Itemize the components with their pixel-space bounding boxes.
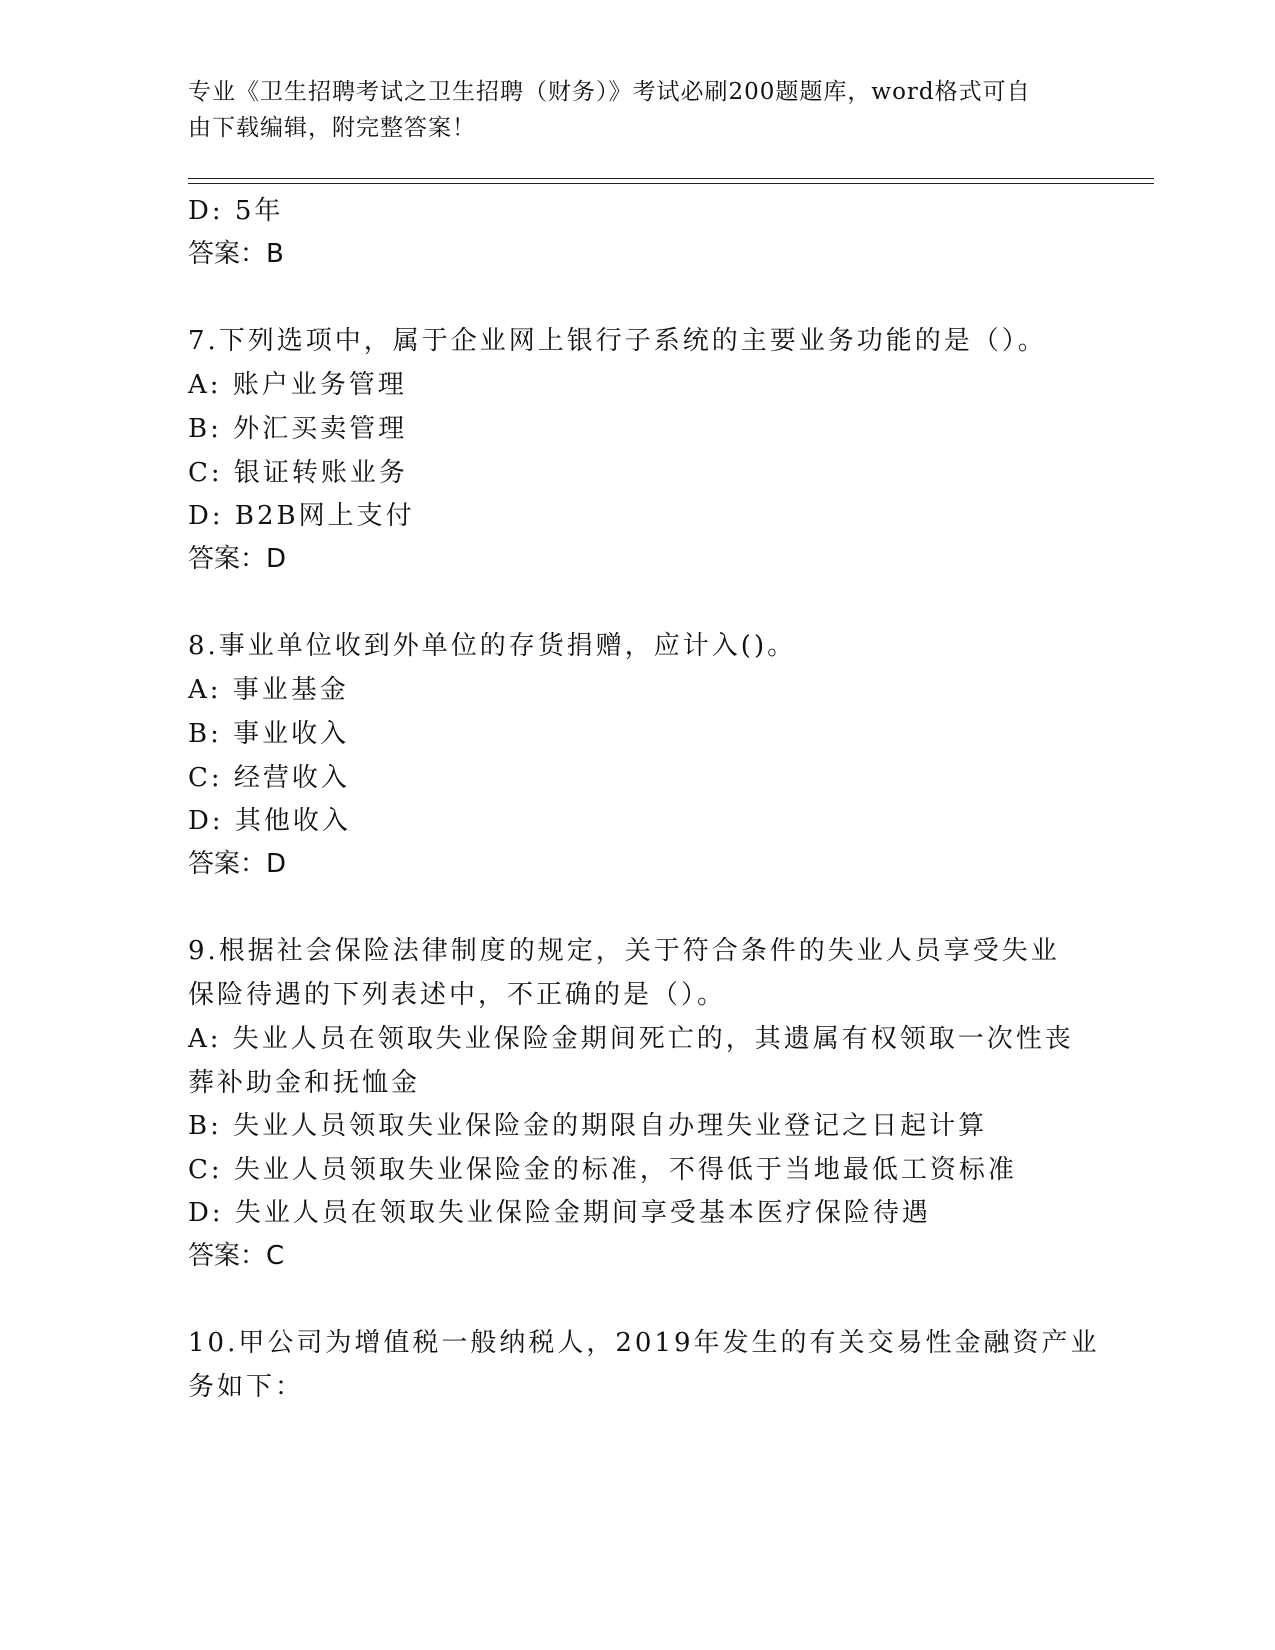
prev-answer: 答案：B (188, 239, 284, 269)
q7-option-d: D: B2B网上支付 (188, 501, 415, 531)
q9-question-line-2: 保险待遇的下列表述中，不正确的是（）。 (188, 980, 727, 1010)
q8-option-d: D: 其他收入 (188, 806, 351, 836)
q7-option-a: A: 账户业务管理 (188, 370, 407, 400)
q8-option-b: B: 事业收入 (188, 719, 350, 749)
q8-option-c: C: 经营收入 (188, 763, 350, 793)
q9-option-d: D: 失业人员在领取失业保险金期间享受基本医疗保险待遇 (188, 1198, 931, 1228)
q10-question-line-1: 10.甲公司为增值税一般纳税人，2019年发生的有关交易性金融资产业 (188, 1328, 1100, 1358)
q7-question: 7.下列选项中，属于企业网上银行子系统的主要业务功能的是（）。 (188, 326, 1047, 356)
q7-option-c: C: 银证转账业务 (188, 458, 408, 488)
q9-answer: 答案：C (188, 1241, 285, 1271)
header-divider-bottom (188, 183, 1154, 184)
page-header (188, 74, 1088, 146)
q9-question-line-1: 9.根据社会保险法律制度的规定，关于符合条件的失业人员享受失业 (188, 936, 1060, 966)
q10-question-line-2: 务如下： (188, 1372, 305, 1402)
prev-option-d: D: 5年 (188, 196, 284, 226)
q7-answer: 答案：D (188, 544, 287, 574)
q8-option-a: A: 事业基金 (188, 675, 349, 705)
header-line-1: 专业《卫生招聘考试之卫生招聘（财务）》考试必刷200题题库，word格式可自 (188, 79, 1031, 105)
header-line-2: 由下载编辑，附完整答案！ (188, 115, 476, 141)
q9-option-b: B: 失业人员领取失业保险金的期限自办理失业登记之日起计算 (188, 1111, 988, 1141)
q9-option-a-line-1: A: 失业人员在领取失业保险金期间死亡的，其遗属有权领取一次性丧 (188, 1024, 1074, 1054)
q9-option-c: C: 失业人员领取失业保险金的标准，不得低于当地最低工资标准 (188, 1155, 1017, 1185)
q8-question: 8.事业单位收到外单位的存货捐赠，应计入()。 (188, 631, 797, 661)
header-divider-top (188, 178, 1154, 179)
q9-option-a-line-2: 葬补助金和抚恤金 (188, 1068, 421, 1098)
q7-option-b: B: 外汇买卖管理 (188, 414, 408, 444)
q8-answer: 答案：D (188, 849, 287, 879)
